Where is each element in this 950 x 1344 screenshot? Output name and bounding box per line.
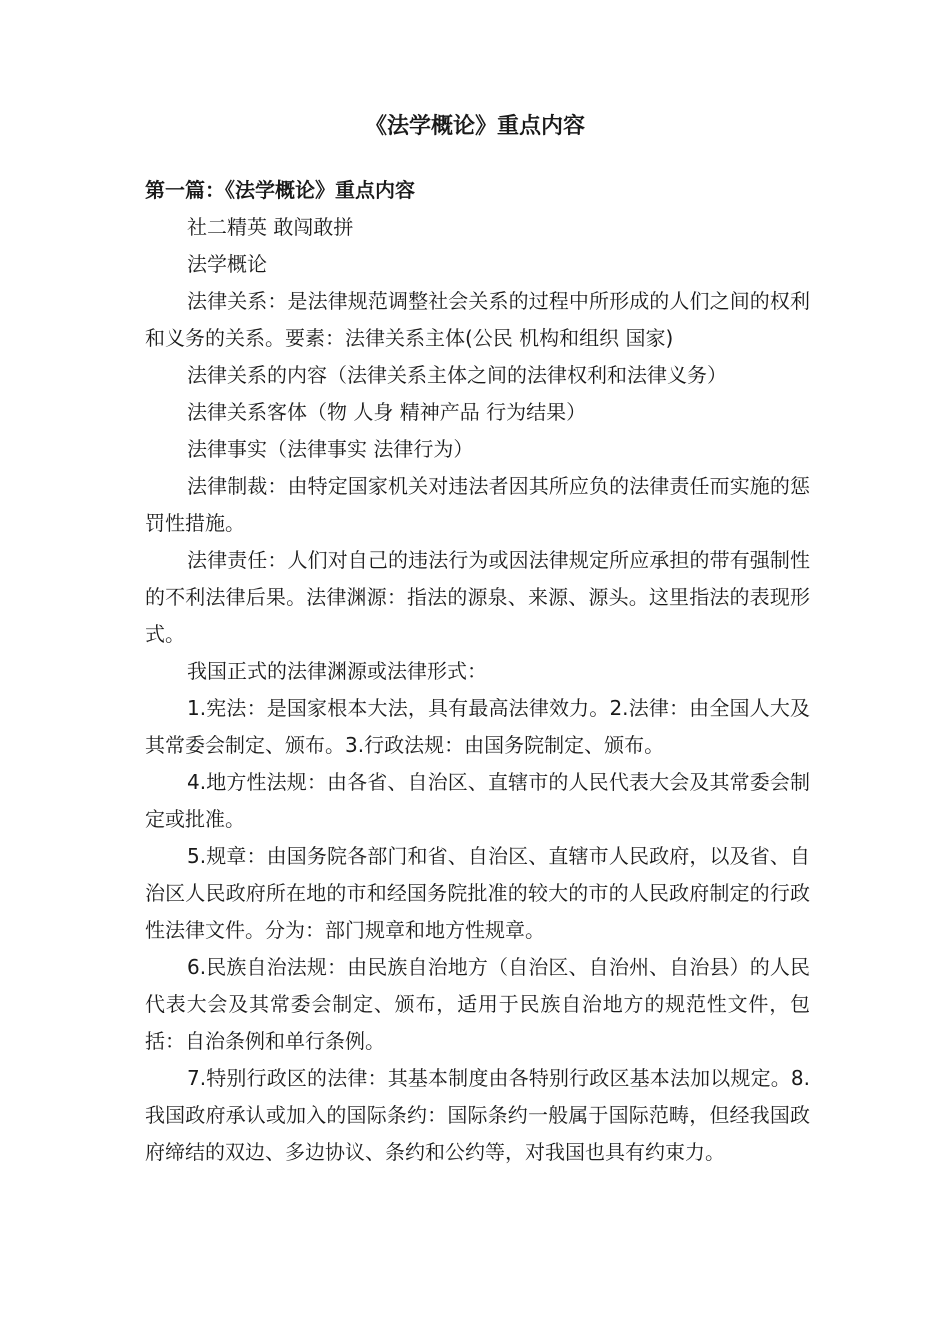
- paragraph-legal-sources-intro: 我国正式的法律渊源或法律形式：: [187, 659, 487, 683]
- paragraph-legal-liability: 法律责任：人们对自己的违法行为或因法律规定所应承担的带有强制性的不利法律后果。法律渊源：指法的源泉、来源、源头。这里指法的表现形式。: [145, 548, 810, 646]
- section-heading: 第一篇：《法学概论》重点内容: [145, 178, 415, 202]
- paragraph-source-6: 6.民族自治法规：由民族自治地方（自治区、自治州、自治县）的人民代表大会及其常委会制定、颁布，适用于民族自治地方的规范性文件，包括：自治条例和单行条例。: [145, 955, 810, 1053]
- paragraph-sources-1-3: 1.宪法：是国家根本大法，具有最高法律效力。2.法律：由全国人大及其常委会制定、颁布。3.行政法规：由国务院制定、颁布。: [145, 696, 810, 757]
- paragraph-motto: 社二精英 敢闯敢拼: [187, 215, 354, 239]
- paragraph-subject: 法学概论: [187, 252, 267, 276]
- paragraph-legal-sanction: 法律制裁：由特定国家机关对违法者因其所应负的法律责任而实施的惩罚性措施。: [145, 474, 810, 535]
- paragraph-legal-relation: 法律关系：是法律规范调整社会关系的过程中所形成的人们之间的权利和义务的关系。要素：法律关系主体(公民 机构和组织 国家): [145, 289, 810, 350]
- paragraph-source-5: 5.规章：由国务院各部门和省、自治区、直辖市人民政府，以及省、自治区人民政府所在地的市和经国务院批准的较大的市的人民政府制定的行政性法律文件。分为：部门规章和地方性规章。: [145, 844, 810, 942]
- paragraph-source-4: 4.地方性法规：由各省、自治区、直辖市的人民代表大会及其常委会制定或批准。: [145, 770, 810, 831]
- document-title: 《法学概论》重点内容: [364, 114, 585, 139]
- paragraph-relation-object: 法律关系客体（物 人身 精神产品 行为结果）: [187, 400, 587, 424]
- document-body: [145, 209, 810, 1171]
- paragraph-relation-content: 法律关系的内容（法律关系主体之间的法律权利和法律义务）: [187, 363, 727, 387]
- paragraph-legal-fact: 法律事实（法律事实 法律行为）: [187, 437, 474, 461]
- paragraph-sources-7-8: 7.特别行政区的法律：其基本制度由各特别行政区基本法加以规定。8.我国政府承认或加入的国际条约：国际条约一般属于国际范畴，但经我国政府缔结的双边、多边协议、条约和公约等，对我国也具有约束力。: [145, 1066, 810, 1164]
